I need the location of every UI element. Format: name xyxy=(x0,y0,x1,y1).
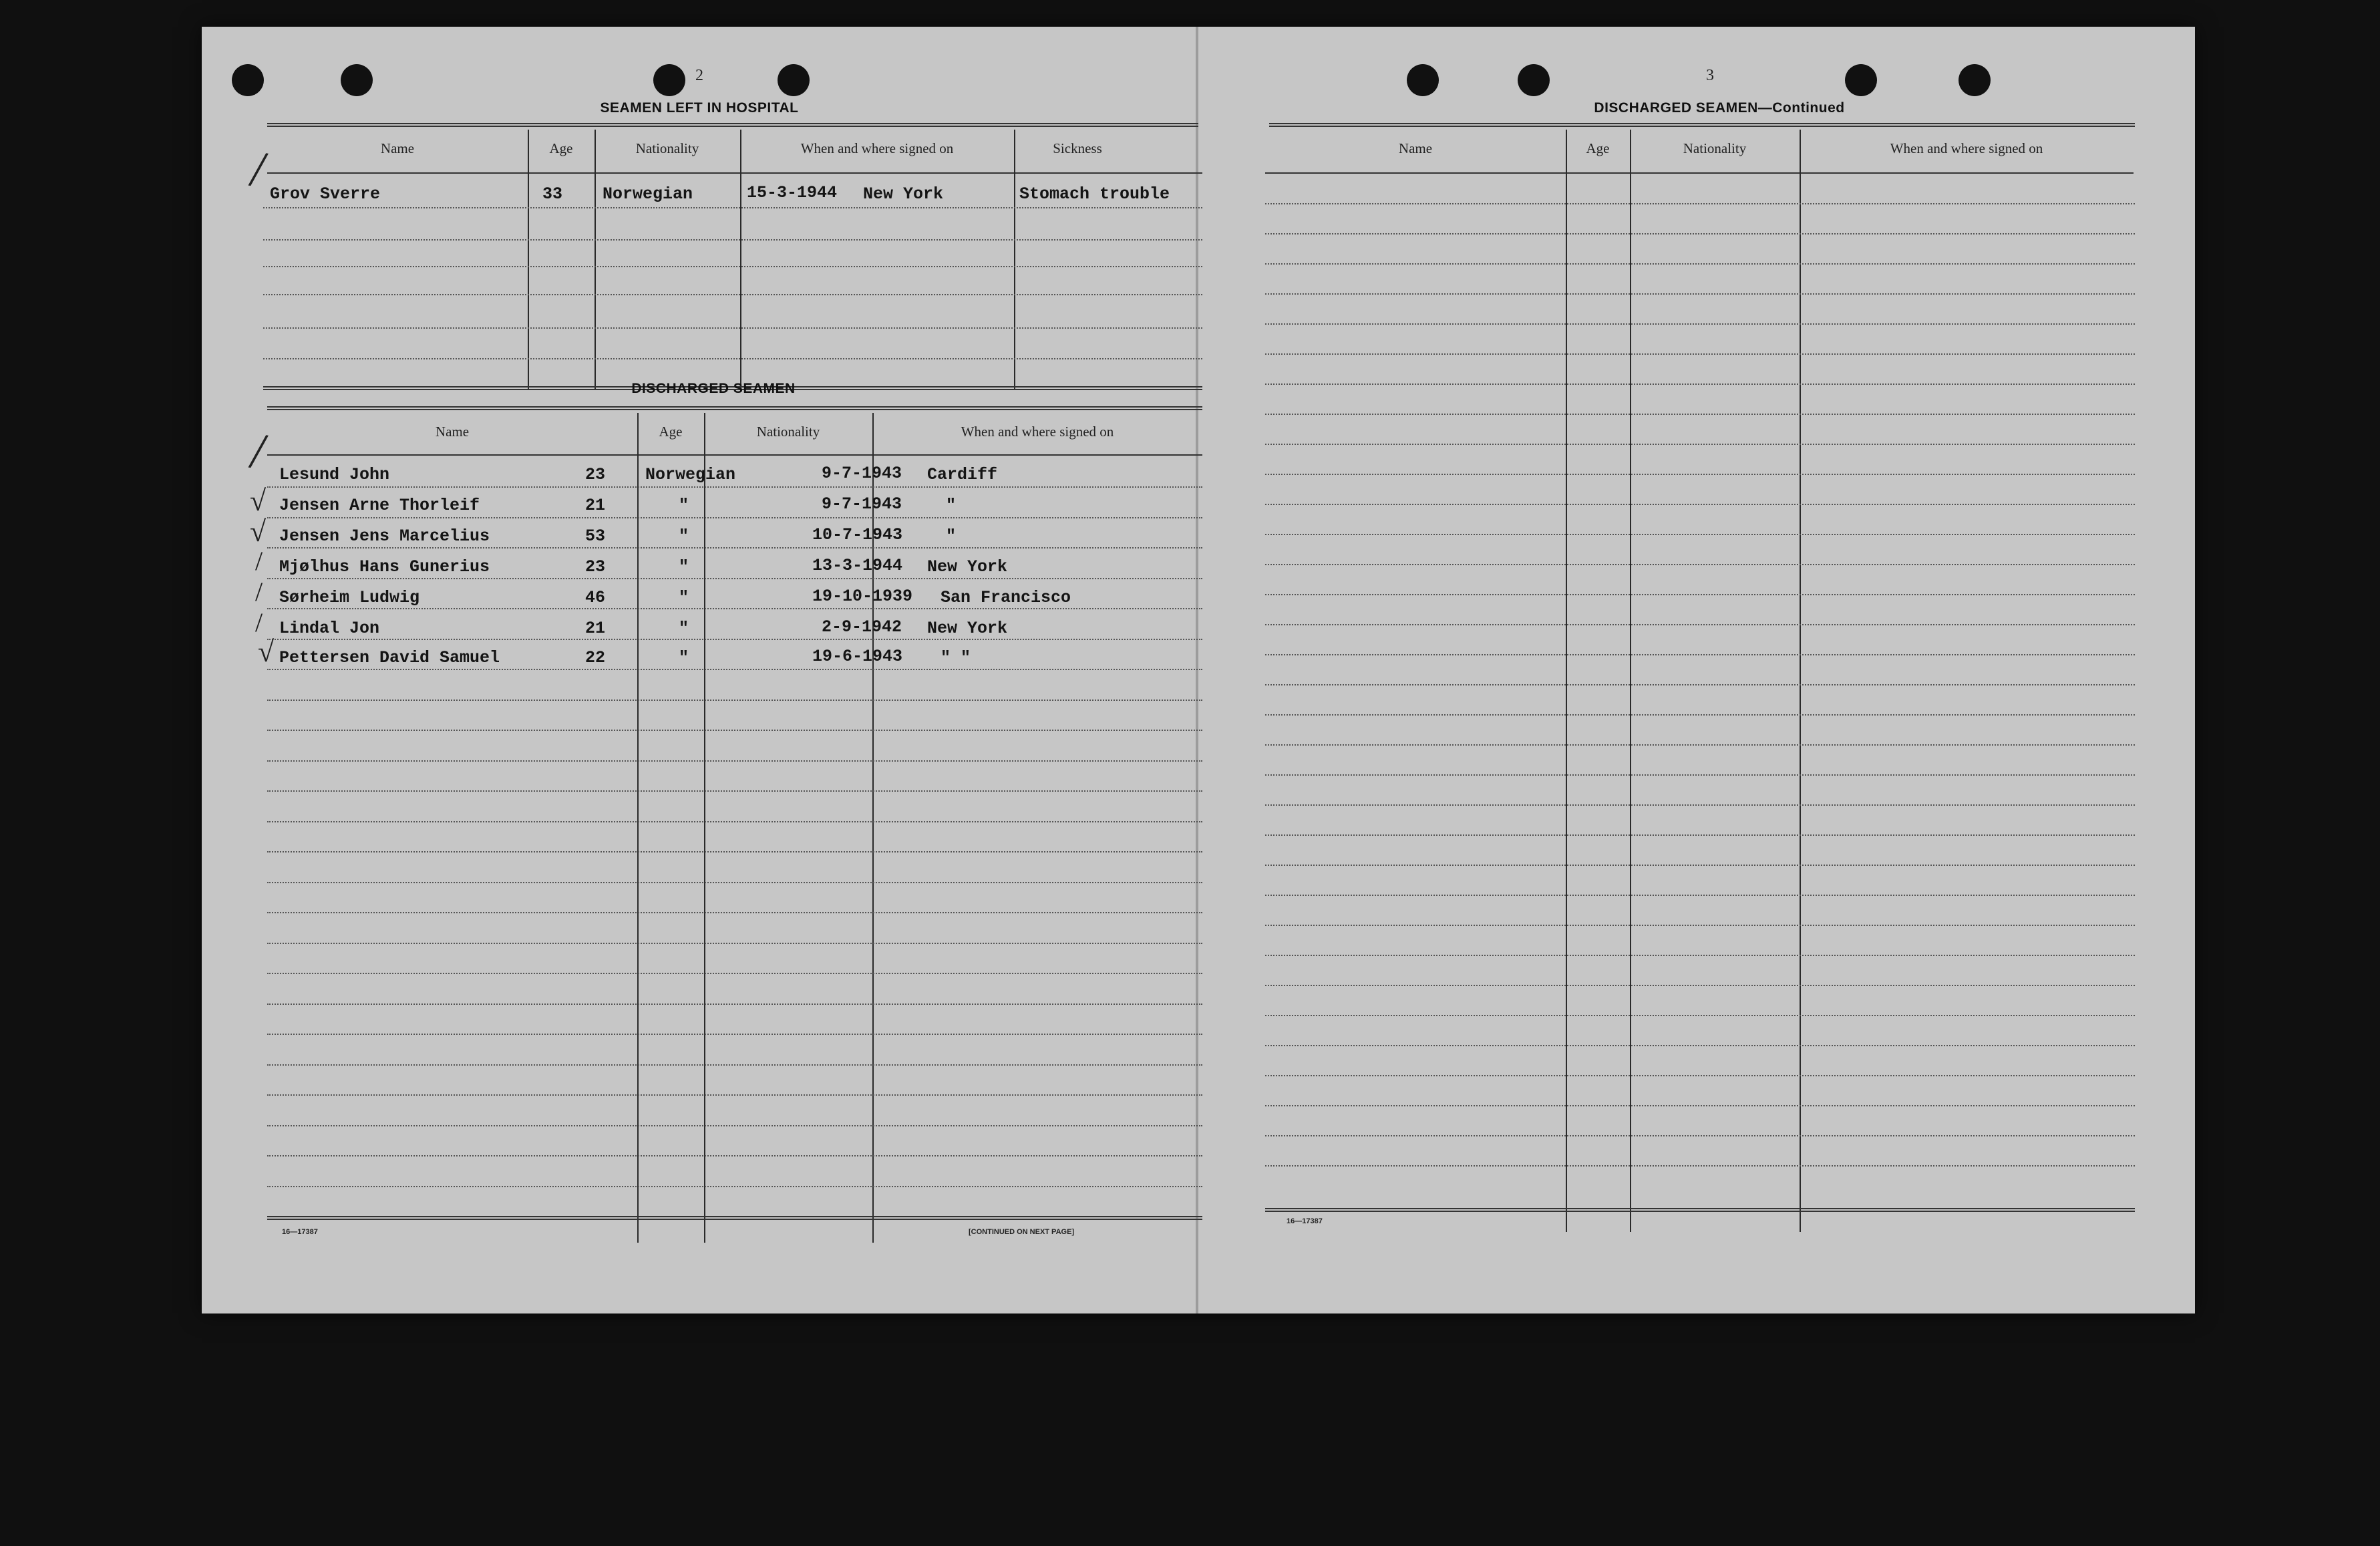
ruled-line xyxy=(267,547,1202,549)
ruled-line xyxy=(267,730,1202,731)
discharged-header-age: Age xyxy=(659,424,683,440)
form-number-left: 16—17387 xyxy=(282,1228,318,1236)
column-divider xyxy=(740,130,741,390)
ruled-line xyxy=(267,639,1202,640)
seaman-age: 53 xyxy=(585,526,606,546)
ruled-line xyxy=(267,912,1202,913)
hospital-header-nationality: Nationality xyxy=(635,140,699,156)
ruled-line xyxy=(1265,203,2135,204)
hospital-section-title: SEAMEN LEFT IN HOSPITAL xyxy=(600,100,799,116)
ruled-line xyxy=(267,882,1202,883)
ruled-line xyxy=(1265,1135,2135,1136)
ruled-line xyxy=(1265,414,2135,415)
ruled-line xyxy=(267,760,1202,762)
discharged-top-rule xyxy=(267,406,1202,410)
hospital-nationality: Norwegian xyxy=(603,184,693,204)
ruled-line xyxy=(1265,1045,2135,1046)
continued-note: [CONTINUED ON NEXT PAGE] xyxy=(969,1228,1075,1236)
punch-hole xyxy=(1518,64,1550,96)
discharged-header-rule xyxy=(267,454,1202,456)
seaman-place: Cardiff xyxy=(927,465,998,484)
punch-hole xyxy=(778,64,810,96)
discharged-header-name: Name xyxy=(435,424,470,440)
right-header-age: Age xyxy=(1586,140,1610,156)
right-header-name: Name xyxy=(1398,140,1433,156)
column-divider xyxy=(637,413,639,1243)
discharged-bottom-rule xyxy=(267,1216,1202,1220)
ruled-line xyxy=(267,821,1202,822)
check-mark-icon: √ xyxy=(250,515,267,548)
ruled-line xyxy=(1265,534,2135,535)
ruled-line xyxy=(1265,955,2135,956)
seaman-place: " xyxy=(946,496,957,515)
ruled-line xyxy=(263,294,1202,295)
ruled-line xyxy=(1265,444,2135,445)
hospital-header-signed-on: When and where signed on xyxy=(800,140,954,156)
column-divider xyxy=(1014,130,1015,390)
seaman-date: 13-3-1944 xyxy=(812,556,903,575)
ruled-line xyxy=(1265,383,2135,385)
ruled-line xyxy=(263,239,1202,241)
ruled-line xyxy=(1265,834,2135,836)
ruled-line xyxy=(1265,1105,2135,1106)
ruled-line xyxy=(267,1064,1202,1066)
ruled-line xyxy=(267,1034,1202,1035)
ruled-line xyxy=(267,1003,1202,1005)
punch-hole xyxy=(1959,64,1991,96)
ruled-line xyxy=(1265,353,2135,355)
ruled-line xyxy=(1265,684,2135,685)
ruled-line xyxy=(1265,564,2135,565)
ruled-line xyxy=(267,973,1202,974)
seaman-nationality: " xyxy=(679,588,689,607)
hospital-sickness: Stomach trouble xyxy=(1019,184,1170,204)
check-mark-icon: / xyxy=(255,546,263,576)
seaman-place: " xyxy=(946,526,957,546)
ruled-line xyxy=(1265,985,2135,986)
ruled-line xyxy=(263,358,1202,359)
ruled-line xyxy=(267,790,1202,792)
ruled-line xyxy=(1265,263,2135,265)
discharged-header-signed-on: When and where signed on xyxy=(961,424,1114,440)
right-bottom-rule xyxy=(1265,1208,2135,1212)
page-number-right: 3 xyxy=(1706,67,1714,84)
seaman-date: 10-7-1943 xyxy=(812,525,903,545)
seaman-nationality: Norwegian xyxy=(645,465,736,484)
seaman-name: Pettersen David Samuel xyxy=(279,648,500,667)
seaman-age: 46 xyxy=(585,588,606,607)
column-divider xyxy=(594,130,596,390)
seaman-name: Lesund John xyxy=(279,465,390,484)
seaman-name: Mjølhus Hans Gunerius xyxy=(279,557,490,577)
seaman-nationality: " xyxy=(679,557,689,577)
right-header-signed-on: When and where signed on xyxy=(1890,140,2043,156)
ruled-line xyxy=(263,207,1202,208)
check-mark-icon: / xyxy=(255,577,263,607)
ruled-line xyxy=(1265,744,2135,746)
seaman-name: Lindal Jon xyxy=(279,619,380,638)
seaman-place: New York xyxy=(927,557,1008,577)
punch-hole xyxy=(653,64,685,96)
ruled-line xyxy=(267,517,1202,518)
seaman-date: 2-9-1942 xyxy=(822,617,902,637)
seaman-name: Jensen Arne Thorleif xyxy=(279,496,480,515)
ruled-line xyxy=(1265,895,2135,896)
column-divider xyxy=(704,413,705,1243)
ruled-line xyxy=(267,608,1202,609)
seaman-age: 21 xyxy=(585,496,606,515)
column-divider xyxy=(1630,130,1631,1232)
seaman-nationality: " xyxy=(679,496,689,515)
ruled-line xyxy=(1265,804,2135,806)
seaman-date: 9-7-1943 xyxy=(822,464,902,483)
hospital-age: 33 xyxy=(542,184,563,204)
hospital-header-name: Name xyxy=(380,140,415,156)
right-header-nationality: Nationality xyxy=(1683,140,1747,156)
hospital-date: 15-3-1944 xyxy=(747,183,838,202)
document-sheet xyxy=(202,27,2195,1313)
ruled-line xyxy=(263,266,1202,267)
seaman-nationality: " xyxy=(679,619,689,638)
seaman-age: 23 xyxy=(585,557,606,577)
punch-hole xyxy=(341,64,373,96)
seaman-age: 22 xyxy=(585,648,606,667)
ruled-line xyxy=(267,1125,1202,1126)
ruled-line xyxy=(1265,233,2135,235)
ruled-line xyxy=(1265,1015,2135,1016)
column-divider xyxy=(1800,130,1801,1232)
page-fold xyxy=(1196,27,1198,1313)
ruled-line xyxy=(267,1155,1202,1156)
seaman-place: New York xyxy=(927,619,1008,638)
seaman-date: 9-7-1943 xyxy=(822,494,902,514)
seaman-age: 23 xyxy=(585,465,606,484)
seaman-date: 19-10-1939 xyxy=(812,587,913,606)
hospital-header-age: Age xyxy=(549,140,573,156)
punch-hole xyxy=(232,64,264,96)
ruled-line xyxy=(1265,594,2135,595)
hospital-header-rule xyxy=(267,172,1202,174)
ruled-line xyxy=(1265,293,2135,295)
ruled-line xyxy=(1265,714,2135,716)
check-mark-icon: / xyxy=(246,138,271,199)
seaman-place: " " xyxy=(941,648,971,667)
seaman-name: Jensen Jens Marcelius xyxy=(279,526,490,546)
ruled-line xyxy=(1265,1165,2135,1167)
hospital-place: New York xyxy=(863,184,944,204)
continued-section-title: DISCHARGED SEAMEN—Continued xyxy=(1594,100,1845,116)
punch-hole xyxy=(1845,64,1877,96)
form-number-right: 16—17387 xyxy=(1287,1217,1323,1225)
seaman-place: San Francisco xyxy=(941,588,1071,607)
page-number-left: 2 xyxy=(695,67,703,84)
column-divider xyxy=(528,130,529,390)
hospital-name: Grov Sverre xyxy=(270,184,381,204)
right-header-rule xyxy=(1265,172,2134,174)
discharged-header-nationality: Nationality xyxy=(756,424,820,440)
ruled-line xyxy=(1265,654,2135,655)
column-divider xyxy=(1566,130,1567,1232)
ruled-line xyxy=(267,578,1202,579)
seaman-date: 19-6-1943 xyxy=(812,647,903,666)
discharged-section-title: DISCHARGED SEAMEN xyxy=(631,381,796,396)
seaman-age: 21 xyxy=(585,619,606,638)
ruled-line xyxy=(1265,865,2135,866)
ruled-line xyxy=(263,327,1202,329)
seaman-name: Sørheim Ludwig xyxy=(279,588,420,607)
ruled-line xyxy=(1265,774,2135,776)
ruled-line xyxy=(267,486,1202,488)
ruled-line xyxy=(267,700,1202,701)
check-mark-icon: / xyxy=(255,607,263,637)
ruled-line xyxy=(267,943,1202,944)
check-mark-icon: / xyxy=(246,420,271,481)
ruled-line xyxy=(1265,474,2135,475)
hospital-header-sickness: Sickness xyxy=(1053,140,1102,156)
check-mark-icon: √ xyxy=(258,635,275,668)
punch-hole xyxy=(1407,64,1439,96)
ruled-line xyxy=(1265,624,2135,625)
ruled-line xyxy=(1265,1075,2135,1076)
ruled-line xyxy=(267,1186,1202,1187)
ruled-line xyxy=(267,851,1202,853)
ruled-line xyxy=(1265,925,2135,926)
ruled-line xyxy=(1265,504,2135,505)
check-mark-icon: √ xyxy=(250,484,267,517)
right-top-rule xyxy=(1269,123,2135,127)
ruled-line xyxy=(267,669,1202,670)
ruled-line xyxy=(1265,323,2135,325)
seaman-nationality: " xyxy=(679,526,689,546)
hospital-top-rule xyxy=(267,123,1198,127)
ruled-line xyxy=(267,1094,1202,1096)
seaman-nationality: " xyxy=(679,648,689,667)
